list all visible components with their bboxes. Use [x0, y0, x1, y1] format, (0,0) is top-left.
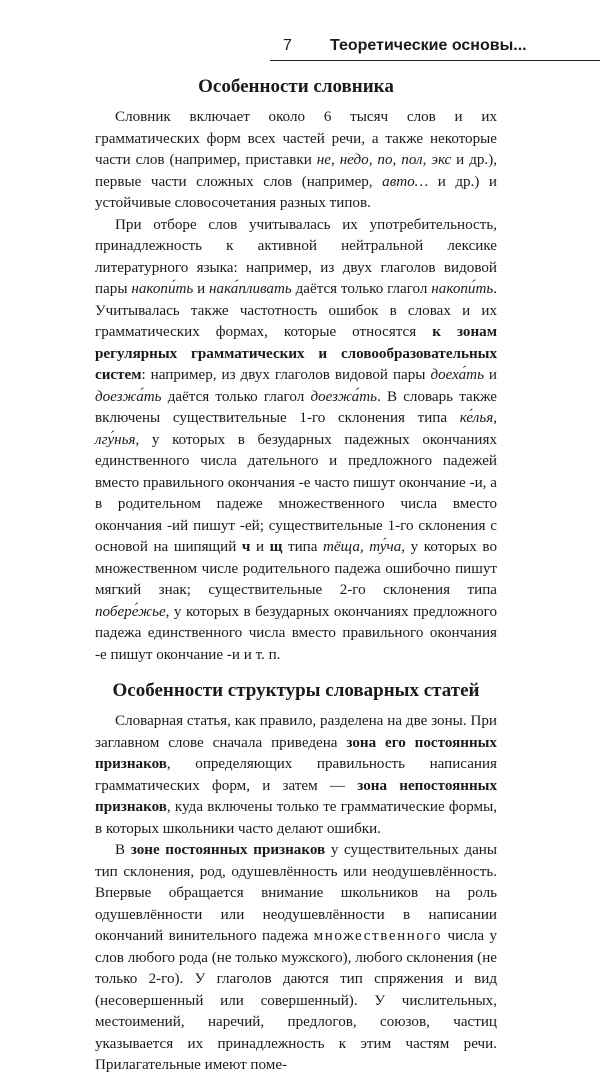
example-word: нака́пливать: [209, 281, 292, 297]
paragraph-constant-features: [95, 840, 497, 1077]
running-header: [0, 36, 600, 58]
text: , у которых в безударных окончаниях предложного падежа единственного числа вместо правильного окончания -е пишут окончание -и и т. п.: [95, 603, 497, 663]
example-word: побере́жье: [95, 603, 166, 620]
text: При отборе слов учитывалась их употребительность, принадлежность к активной нейтральной лексике литературного языка: например, из двух глаголов видовой пары: [95, 216, 497, 297]
text: , у которых во множественном числе родительного падежа ошибочно пишут мягкий знак; существительные 2-го склонения типа: [95, 539, 498, 598]
bold-letter: щ: [269, 539, 283, 555]
text: типа: [282, 539, 324, 555]
bold-term: зона непостоянных признаков: [95, 777, 497, 815]
spaced-emphasis: множественного: [313, 928, 443, 944]
text: , у которых в безударных падежных окончаниях единственного числа дательного и предложного падежей вместо правильного окончания -е часто пишут окончание -и, а в родительном падеже множественного числа вместо окончания -ий пишут -ей; существительные 1-го склонения с основой на шипящий: [95, 431, 497, 555]
text: и: [193, 281, 210, 297]
example-prefixes: не, недо, по, пол, экс: [316, 152, 452, 168]
text: Словник включает около 6 тысяч слов и их грамматических форм всех частей речи, а также некоторые части слов (например, приставки: [95, 109, 497, 168]
example-word: накопи́ть: [131, 281, 194, 297]
header-rule: [270, 60, 600, 61]
example-compound: авто…: [382, 173, 429, 190]
text: : например, из двух глаголов видовой пары: [141, 367, 431, 383]
text: и др.), первые части сложных слов (например,: [95, 152, 497, 190]
text: даётся только глагол: [291, 281, 432, 297]
text: . Учитывалась также частотность ошибок в словах и их грамматических формах, которые относятся: [95, 281, 498, 340]
text: , определяющих правильность написания грамматических форм, и затем —: [95, 756, 497, 794]
paragraph-entry-zones: [95, 711, 497, 840]
paragraph-selection-criteria: [95, 215, 497, 667]
text: и др.) и устойчивые словосочетания разных типов.: [95, 173, 497, 211]
section-heading-structure: Особенности структуры словарных статей: [112, 680, 480, 701]
page-body: [95, 70, 497, 1077]
text: числа у слов любого рода (не только мужского), любого склонения (не только 2-го). У глаголов даются тип спряжения и вид (несовершенный или совершенный). У числительных, местоимений, наречий, предлогов, союзов, частиц указывается их принадлежность к этим частям речи. Прилагательные имеют поме-: [95, 928, 498, 1073]
text: . В словарь также включены существительные 1-го склонения типа: [95, 388, 497, 426]
page-number: 7: [283, 37, 292, 54]
running-title: Теоретические основы...: [330, 37, 527, 54]
example-word: накопи́ть: [431, 281, 494, 297]
text: В: [115, 842, 131, 858]
text: и: [483, 367, 497, 383]
bold-term: зона его постоянных признаков: [95, 734, 497, 772]
example-word: ке́лья, лгу́нья: [95, 410, 497, 448]
example-word: доеха́ть: [430, 367, 484, 383]
text: и: [250, 539, 270, 555]
text: у существительных даны тип склонения, род, одушевлённость или неодушевлённость. Впервые обращается внимание школьников на роль одушевлённости или неодушевлённости в написании окончаний винительного падежа: [95, 842, 497, 944]
bold-term: к зонам регулярных грамматических и словообразовательных систем: [95, 324, 497, 383]
bold-term: зоне постоянных признаков: [130, 842, 326, 858]
text: Словарная статья, как правило, разделена на две зоны. При заглавном слове сначала приведена: [95, 713, 497, 751]
example-word: тёща, ту́ча: [323, 539, 402, 555]
example-word: доезжа́ть: [95, 388, 162, 405]
paragraph-vocabulary-size: [95, 107, 497, 215]
example-word: доезжа́ть: [310, 388, 377, 405]
section-heading-vocabulary: Особенности словника: [198, 76, 394, 97]
text: , куда включены только те грамматические формы, в которых школьники часто делают ошибки.: [95, 799, 497, 837]
bold-letter: ч: [241, 539, 251, 555]
text: даётся только глагол: [161, 388, 311, 405]
